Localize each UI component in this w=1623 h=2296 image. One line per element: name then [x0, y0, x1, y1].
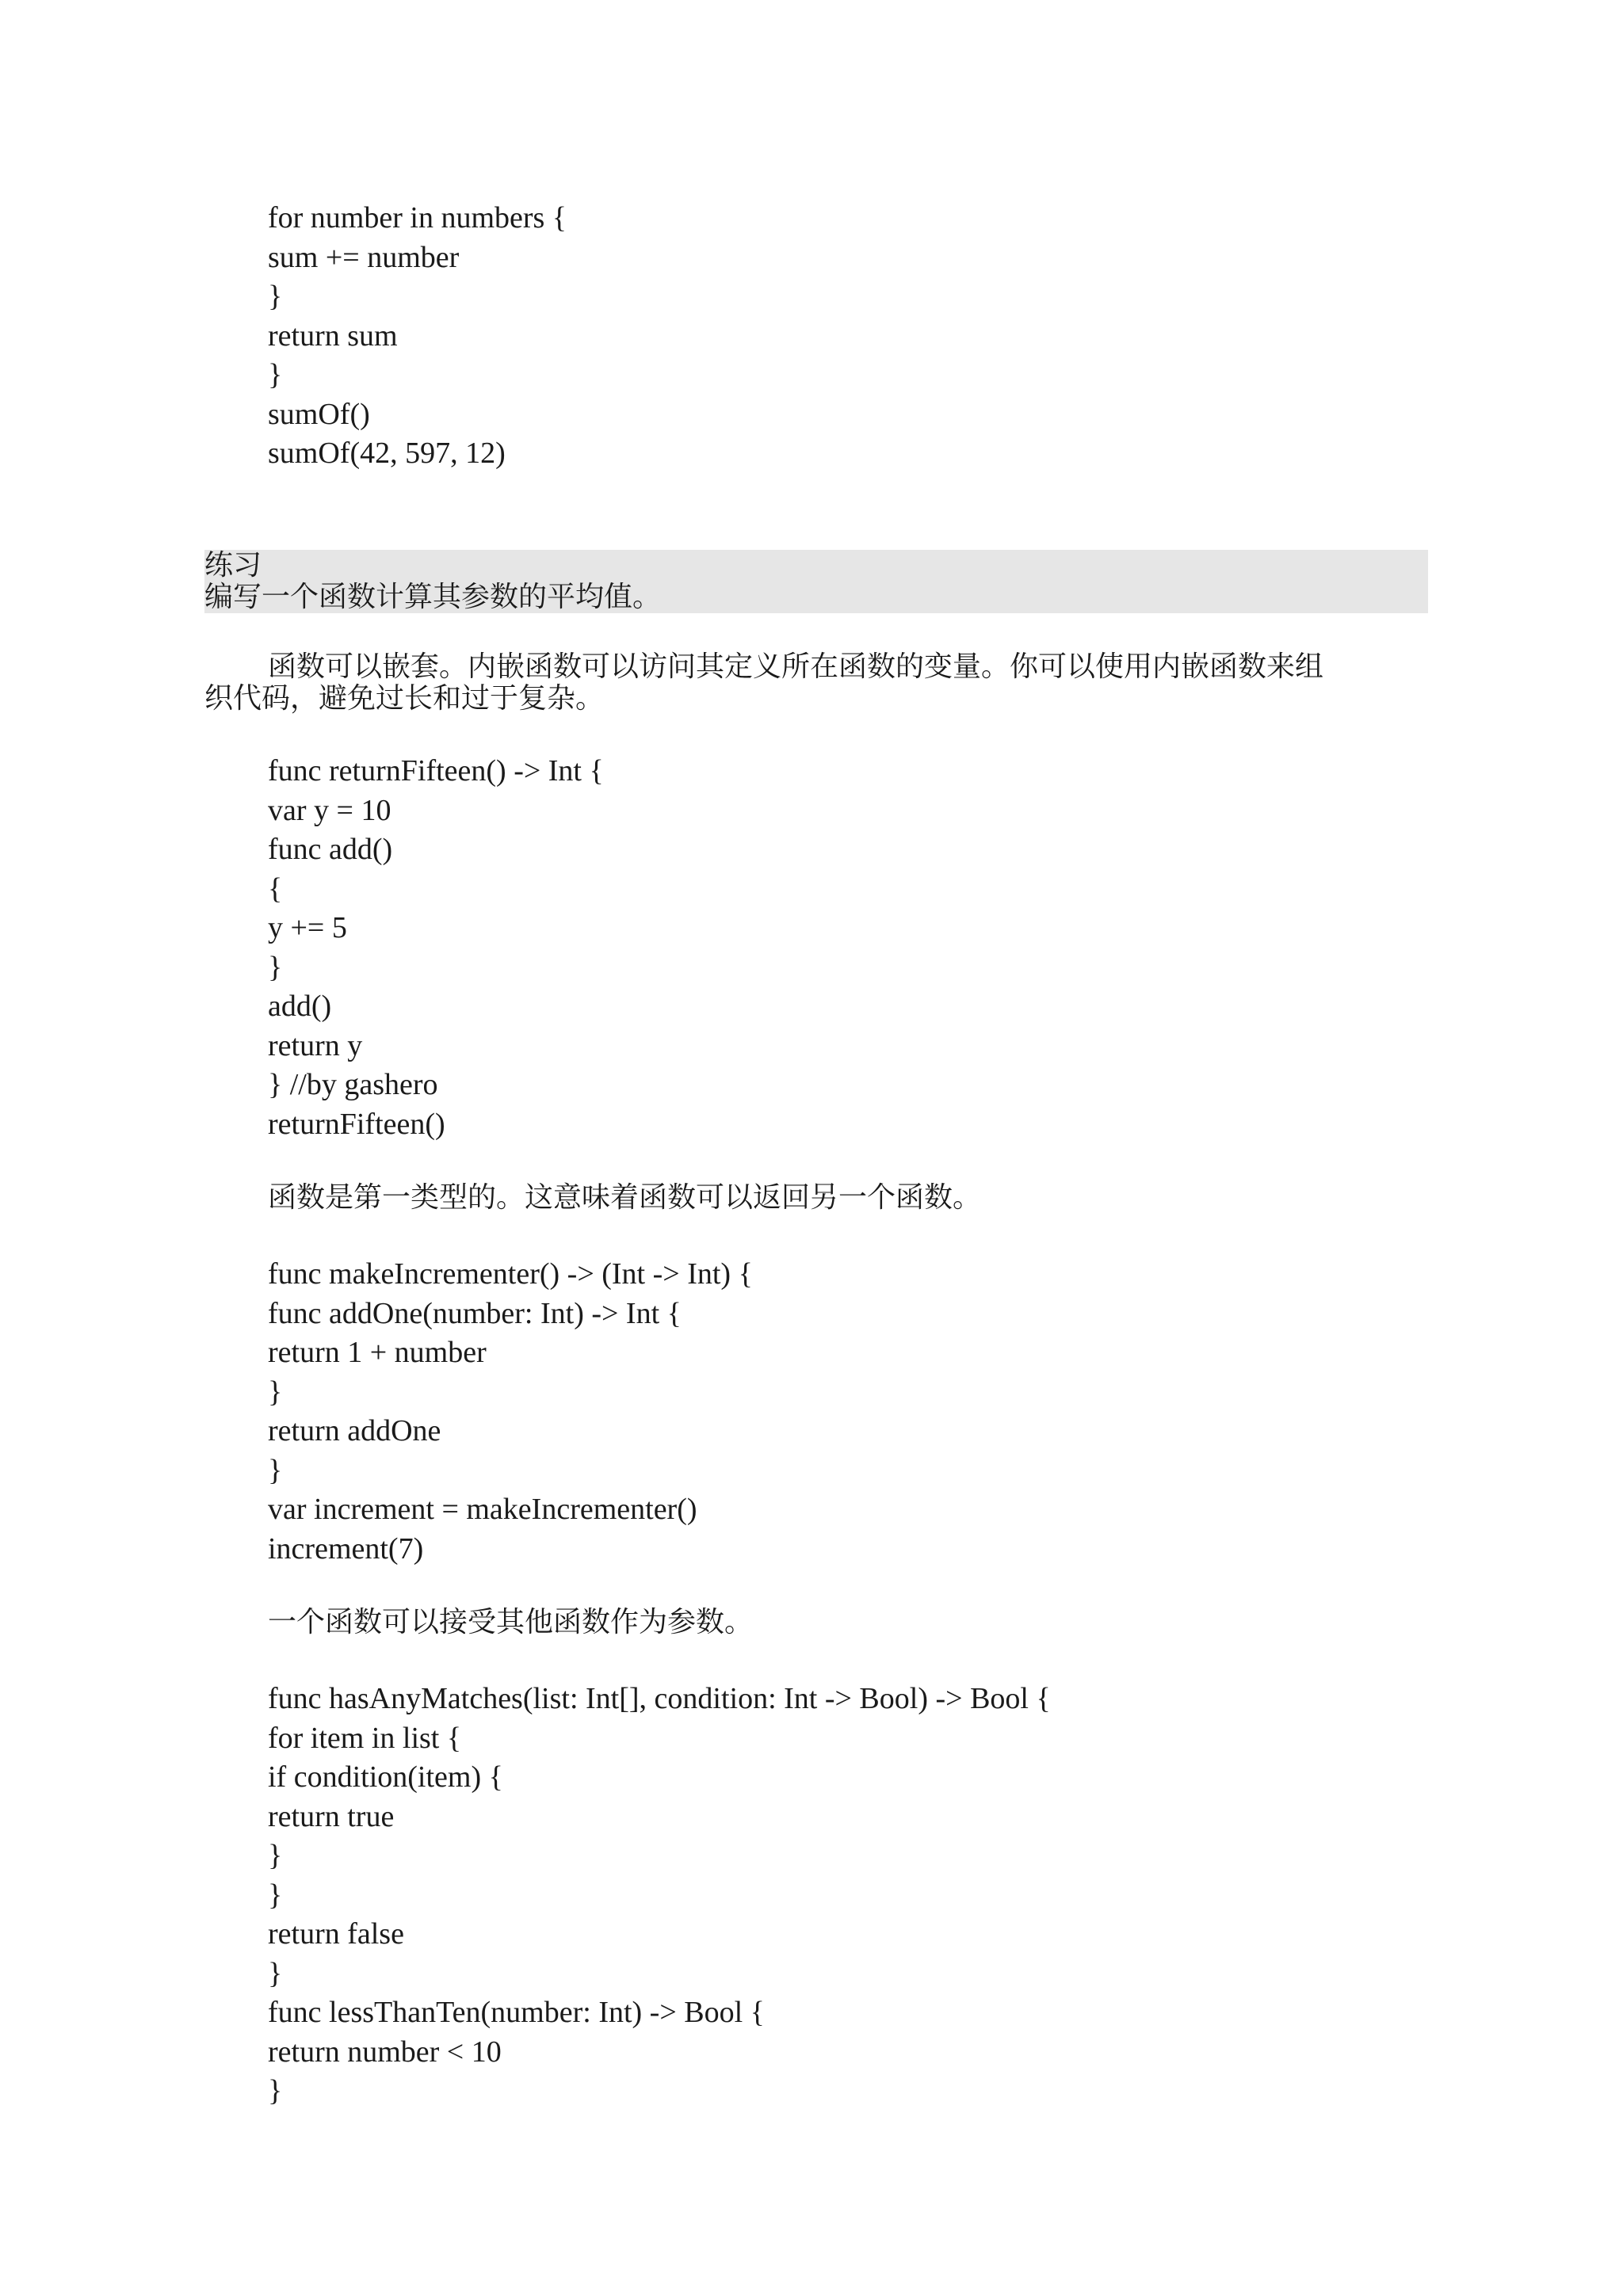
code-line: for number in numbers {: [268, 201, 567, 235]
paragraph-line: 函数可以嵌套。内嵌函数可以访问其定义所在函数的变量。你可以使用内嵌函数来组: [268, 650, 1324, 683]
code-line: return number < 10: [268, 2035, 502, 2069]
exercise-title: 练习: [204, 549, 262, 582]
exercise-box: [204, 550, 1428, 613]
code-line: add(): [268, 990, 332, 1023]
code-line: for item in list {: [268, 1721, 462, 1755]
code-line: func makeIncrementer() -> (Int -> Int) {: [268, 1257, 753, 1291]
code-line: } //by gashero: [268, 1068, 438, 1101]
code-line: return y: [268, 1028, 363, 1062]
code-line: returnFifteen(): [268, 1107, 445, 1141]
code-line: }: [268, 2074, 283, 2107]
code-line: return 1 + number: [268, 1336, 487, 1369]
code-line: if condition(item) {: [268, 1760, 503, 1794]
code-line: sumOf(42, 597, 12): [268, 437, 506, 470]
code-block-has-any-matches: [268, 1680, 1051, 2111]
code-line: func add(): [268, 833, 393, 866]
code-line: var y = 10: [268, 793, 391, 827]
code-line: }: [268, 358, 283, 391]
code-line: }: [268, 1375, 283, 1409]
code-line: }: [268, 950, 283, 984]
code-line: }: [268, 1453, 283, 1487]
code-line: return addOne: [268, 1414, 441, 1447]
code-line: return sum: [268, 318, 398, 353]
code-line: }: [268, 1839, 283, 1872]
code-line: sumOf(): [268, 397, 370, 431]
code-line: func returnFifteen() -> Int {: [268, 754, 604, 788]
code-line: y += 5: [268, 911, 347, 944]
code-line: func hasAnyMatches(list: Int[], condition: Int -> Bool) -> Bool {: [268, 1682, 1051, 1715]
code-line: func lessThanTen(number: Int) -> Bool {: [268, 1996, 765, 2029]
code-block-return-fifteen: [268, 752, 604, 1144]
code-line: {: [268, 871, 283, 906]
paragraph-line: 织代码，避免过长和过于复杂。: [204, 682, 605, 715]
paragraph-first-class: 函数是第一类型的。这意味着函数可以返回另一个函数。: [268, 1181, 982, 1214]
code-line: }: [268, 1878, 283, 1912]
paragraph-function-args: 一个函数可以接受其他函数作为参数。: [268, 1606, 754, 1638]
code-line: var increment = makeIncrementer(): [268, 1493, 697, 1526]
code-line: return true: [268, 1799, 395, 1833]
code-line: }: [268, 280, 283, 313]
code-line: }: [268, 1956, 283, 1990]
code-block-make-incrementer: [268, 1255, 753, 1569]
code-line: func addOne(number: Int) -> Int {: [268, 1296, 682, 1330]
code-line: sum += number: [268, 240, 460, 274]
code-line: increment(7): [268, 1531, 424, 1566]
code-line: return false: [268, 1917, 404, 1951]
code-block-sumof: [268, 199, 567, 474]
paragraph-nesting: [204, 651, 1428, 715]
exercise-text: 编写一个函数计算其参数的平均值。: [204, 581, 662, 613]
